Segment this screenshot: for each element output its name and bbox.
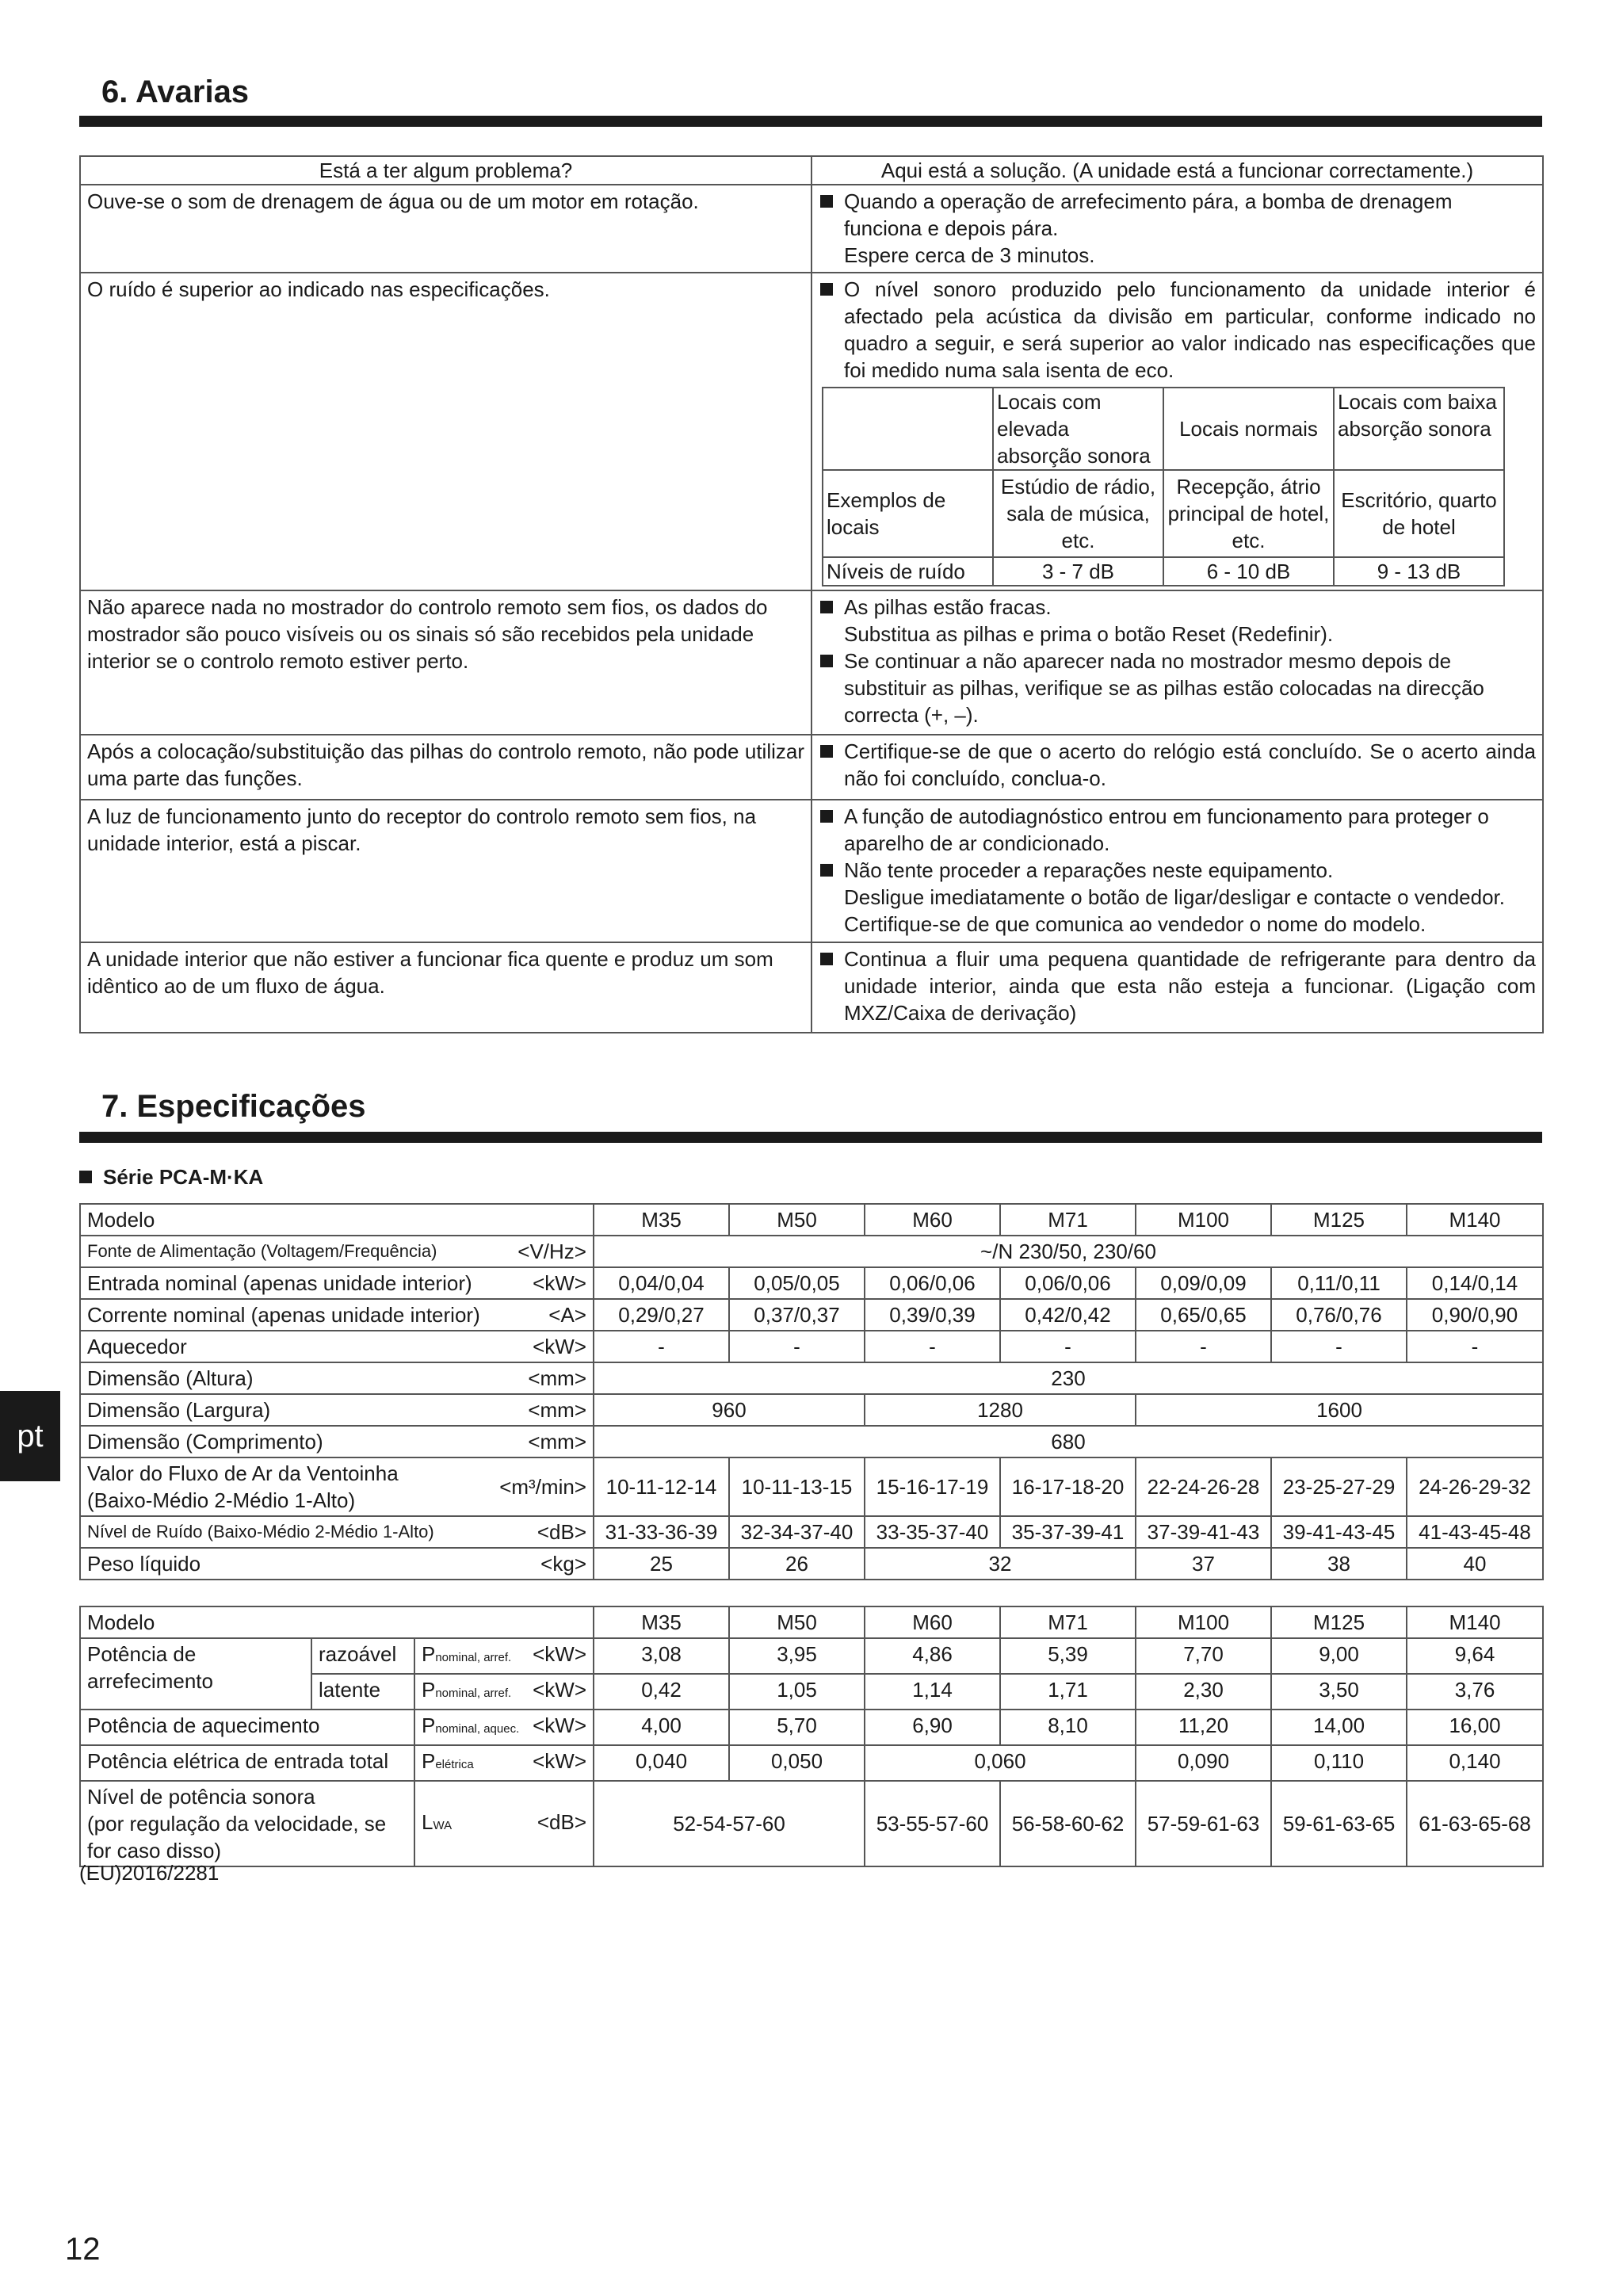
spec-value: 39-41-43-45 (1271, 1516, 1407, 1548)
spec-row-airflow (80, 1457, 1543, 1516)
spec-label-text: Fonte de Alimentação (Voltagem/Frequência) (87, 1241, 437, 1261)
square-bullet-icon (79, 1171, 92, 1183)
model-header: M71 (1000, 1606, 1136, 1638)
model-header: M125 (1271, 1606, 1407, 1638)
model-header: M140 (1407, 1606, 1543, 1638)
spec-label-text: Dimensão (Altura) (87, 1366, 254, 1390)
spec-label-line: for caso disso) (87, 1839, 222, 1862)
spec-value: 3,76 (1407, 1674, 1543, 1710)
model-header: M50 (729, 1606, 865, 1638)
spec-label-line: Nível de potência sonora (87, 1785, 315, 1809)
spec-label: Potência de arrefecimento (80, 1638, 311, 1710)
spec-value: 0,04/0,04 (594, 1267, 729, 1299)
spec-value: 23-25-27-29 (1271, 1457, 1407, 1516)
spec-row-weight (80, 1548, 1543, 1580)
symbol-letter: P (422, 1678, 436, 1702)
model-header: M125 (1271, 1204, 1407, 1236)
spec-label-text: Entrada nominal (apenas unidade interior) (87, 1271, 472, 1295)
spec-row-width (80, 1394, 1543, 1426)
fault-solution-text: Substitua as pilhas e prima o botão Reset (Redefinir). (844, 622, 1334, 646)
spec-symbol (414, 1781, 594, 1866)
spec-value: 0,050 (729, 1745, 865, 1781)
fault-problem: Não aparece nada no mostrador do controlo remoto sem fios, os dados do mostrador são pouco visíveis ou os sinais só são recebidos pela unidade interior se o controlo remoto estiver perto. (80, 590, 812, 735)
spec-value: - (1407, 1331, 1543, 1362)
spec-value: 1600 (1136, 1394, 1543, 1426)
fault-problem: Ouve-se o som de drenagem de água ou de um motor em rotação. (80, 185, 812, 273)
spec-value: 38 (1271, 1548, 1407, 1580)
spec-value: - (865, 1331, 1000, 1362)
spec-value: 5,39 (1000, 1638, 1136, 1674)
spec-unit: <mm> (528, 1430, 586, 1454)
model-header: M100 (1136, 1204, 1271, 1236)
section-7-rule (79, 1132, 1542, 1143)
series-heading (79, 1165, 263, 1190)
spec-value: 0,65/0,65 (1136, 1299, 1271, 1331)
noise-header-empty (823, 388, 993, 470)
spec-value: ~/N 230/50, 230/60 (594, 1236, 1543, 1267)
spec-label (80, 1426, 594, 1457)
spec-value: 3,95 (729, 1638, 865, 1674)
spec-label: Potência elétrica de entrada total (80, 1745, 414, 1781)
noise-header-normal: Locais normais (1163, 388, 1334, 470)
spec-unit: <mm> (528, 1366, 586, 1390)
spec-value: 24-26-29-32 (1407, 1457, 1543, 1516)
spec-row-nominal-current (80, 1299, 1543, 1331)
spec-value: 0,09/0,09 (1136, 1267, 1271, 1299)
spec-row-length (80, 1426, 1543, 1457)
fault-row (80, 942, 1543, 1033)
noise-example-cell: Estúdio de rádio, sala de música, etc. (993, 470, 1163, 557)
spec-value: 0,060 (865, 1745, 1136, 1781)
fault-solution (812, 273, 1543, 590)
noise-example-cell: Recepção, átrio principal de hotel, etc. (1163, 470, 1334, 557)
spec-unit: <kg> (540, 1552, 586, 1576)
fault-solution-text: Espere cerca de 3 minutos. (844, 243, 1095, 267)
symbol-letter: P (422, 1642, 436, 1666)
spec-value: 0,110 (1271, 1745, 1407, 1781)
spec-value: 0,05/0,05 (729, 1267, 865, 1299)
spec-value: 1,71 (1000, 1674, 1136, 1710)
spec-value: 1,05 (729, 1674, 865, 1710)
spec-value: 680 (594, 1426, 1543, 1457)
spec-value: - (594, 1331, 729, 1362)
model-header: M60 (865, 1204, 1000, 1236)
spec-label (80, 1781, 414, 1866)
spec-row-nominal-input (80, 1267, 1543, 1299)
spec-value: 61-63-65-68 (1407, 1781, 1543, 1866)
spec-value: 0,90/0,90 (1407, 1299, 1543, 1331)
spec-unit: <dB> (537, 1809, 587, 1834)
spec-symbol (414, 1674, 594, 1710)
model-header: M35 (594, 1606, 729, 1638)
series-label: Série PCA-M·KA (103, 1165, 264, 1189)
fault-solution-text: Desligue imediatamente o botão de ligar/desligar e contacte o vendedor. Certifique-se de que comunica ao vendedor o nome do modelo. (844, 885, 1505, 936)
fault-solution-bullet: Continua a fluir uma pequena quantidade de refrigerante para dentro da unidade interior, ainda que esta não esteja a funcionar. (Ligação com MXZ/Caixa de derivação) (819, 946, 1536, 1026)
model-header: M60 (865, 1606, 1000, 1638)
spec-value: 35-37-39-41 (1000, 1516, 1136, 1548)
model-header: M100 (1136, 1606, 1271, 1638)
spec-unit: <kW> (533, 1713, 587, 1737)
spec-unit: <m³/min> (499, 1475, 586, 1499)
spec-table-1 (79, 1203, 1544, 1580)
model-header: M140 (1407, 1204, 1543, 1236)
spec-value: 25 (594, 1548, 729, 1580)
fault-solution-bullet: Certifique-se de que o acerto do relógio está concluído. Se o acerto ainda não foi concluído, conclua-o. (819, 738, 1536, 792)
spec-label-text (87, 1460, 399, 1514)
spec-value: - (1271, 1331, 1407, 1362)
spec-value: 0,37/0,37 (729, 1299, 865, 1331)
spec-unit: <kW> (533, 1335, 586, 1358)
spec-value: 14,00 (1271, 1710, 1407, 1745)
fault-solution (812, 942, 1543, 1033)
spec-label (80, 1331, 594, 1362)
spec-symbol-text (422, 1748, 474, 1778)
symbol-letter: P (422, 1713, 436, 1737)
spec-symbol-text (422, 1676, 511, 1707)
spec-unit: <kW> (533, 1642, 587, 1666)
spec-value: 0,42 (594, 1674, 729, 1710)
spec-row-height (80, 1362, 1543, 1394)
fault-solution-bullet: Não tente proceder a reparações neste equipamento. (819, 857, 1536, 884)
spec-value: 0,14/0,14 (1407, 1267, 1543, 1299)
fault-solution-bullet: As pilhas estão fracas. (819, 594, 1536, 621)
fault-problem: A unidade interior que não estiver a funcionar fica quente e produz um som idêntico ao de um fluxo de água. (80, 942, 812, 1033)
fault-problem: A luz de funcionamento junto do receptor do controlo remoto sem fios, na unidade interior, está a piscar. (80, 800, 812, 942)
symbol-subscript: nominal, aquec. (435, 1722, 520, 1736)
spec-label (80, 1299, 594, 1331)
noise-levels-label: Níveis de ruído (823, 557, 993, 586)
symbol-subscript: elétrica (435, 1758, 474, 1771)
spec-label (80, 1267, 594, 1299)
fault-row (80, 185, 1543, 273)
spec-label (80, 1516, 594, 1548)
faults-header-problem: Está a ter algum problema? (80, 156, 812, 185)
spec2-row-electric-input (80, 1745, 1543, 1781)
fault-solution (812, 800, 1543, 942)
spec-label (80, 1457, 594, 1516)
spec-value: 0,06/0,06 (865, 1267, 1000, 1299)
spec2-row-sensible (80, 1638, 1543, 1674)
spec-value: 37 (1136, 1548, 1271, 1580)
spec-label-line: (por regulação da velocidade, se (87, 1812, 387, 1836)
spec-value: 37-39-41-43 (1136, 1516, 1271, 1548)
model-header: M71 (1000, 1204, 1136, 1236)
spec-unit: <V/Hz> (517, 1240, 586, 1263)
noise-examples-row (823, 470, 1504, 557)
spec-row-model (80, 1204, 1543, 1236)
spec-sublabel: razoável (311, 1638, 414, 1674)
fault-solution-bullet: Se continuar a não aparecer nada no mostrador mesmo depois de substituir as pilhas, verifique se as pilhas estão colocadas na direcção correcta (+, –). (819, 648, 1536, 728)
spec-value: - (729, 1331, 865, 1362)
section-6-title: 6. Avarias (101, 74, 250, 109)
symbol-subscript: nominal, arref. (435, 1651, 512, 1664)
spec-row-noise (80, 1516, 1543, 1548)
fault-problem: O ruído é superior ao indicado nas especificações. (80, 273, 812, 590)
spec-unit: <kW> (533, 1749, 587, 1773)
spec-label (80, 1394, 594, 1426)
spec-value: 32-34-37-40 (729, 1516, 865, 1548)
spec-label-text: Corrente nominal (apenas unidade interior) (87, 1303, 480, 1327)
spec-label (80, 1236, 594, 1267)
page-number: 12 (65, 2232, 101, 2267)
noise-header-low-absorption: Locais com baixa absorção sonora (1334, 388, 1504, 470)
spec-value: 4,86 (865, 1638, 1000, 1674)
section-6-rule (79, 116, 1542, 127)
spec-value: 40 (1407, 1548, 1543, 1580)
spec-unit: <kW> (533, 1271, 586, 1295)
spec-value: 3,50 (1271, 1674, 1407, 1710)
noise-header-high-absorption: Locais com elevada absorção sonora (993, 388, 1163, 470)
fault-solution-bullet: O nível sonoro produzido pelo funcionamento da unidade interior é afectado pela acústica da divisão em particular, conforme indicado no quadro a seguir, e será superior ao valor indicado nas especificações que foi medido numa sala isenta de eco. (819, 276, 1536, 384)
spec-unit: <A> (548, 1303, 586, 1327)
noise-levels-row (823, 557, 1504, 586)
noise-level-cell: 6 - 10 dB (1163, 557, 1334, 586)
spec-value: 56-58-60-62 (1000, 1781, 1136, 1866)
regulation-footnote: (EU)2016/2281 (79, 1861, 220, 1885)
spec-value: 0,090 (1136, 1745, 1271, 1781)
spec-value: 6,90 (865, 1710, 1000, 1745)
spec-table-2 (79, 1606, 1544, 1867)
symbol-subscript: nominal, arref. (435, 1687, 512, 1700)
fault-solution (812, 185, 1543, 273)
spec-value: 53-55-57-60 (865, 1781, 1000, 1866)
faults-header-solution: Aqui está a solução. (A unidade está a funcionar correctamente.) (812, 156, 1543, 185)
spec-value: 9,64 (1407, 1638, 1543, 1674)
spec-value: 32 (865, 1548, 1136, 1580)
spec-value: 26 (729, 1548, 865, 1580)
spec-value: 11,20 (1136, 1710, 1271, 1745)
spec-value: 1280 (865, 1394, 1136, 1426)
spec-symbol (414, 1710, 594, 1745)
spec2-row-sound-power (80, 1781, 1543, 1866)
spec-value: 7,70 (1136, 1638, 1271, 1674)
spec2-row-heating (80, 1710, 1543, 1745)
spec-label-line: Valor do Fluxo de Ar da Ventoinha (87, 1461, 399, 1485)
section-7-title: 7. Especificações (101, 1089, 366, 1124)
noise-level-cell: 9 - 13 dB (1334, 557, 1504, 586)
noise-header-row (823, 388, 1504, 470)
spec-label-text: Peso líquido (87, 1552, 201, 1576)
fault-row (80, 590, 1543, 735)
fault-solution-bullet: Quando a operação de arrefecimento pára, a bomba de drenagem funciona e depois pára. (819, 188, 1536, 242)
symbol-letter: L (422, 1809, 433, 1834)
spec-value: 960 (594, 1394, 865, 1426)
spec-label-text: Dimensão (Largura) (87, 1398, 271, 1422)
spec-row-power-supply (80, 1236, 1543, 1267)
spec-symbol (414, 1638, 594, 1674)
spec-value: - (1136, 1331, 1271, 1362)
spec-label: Potência de aquecimento (80, 1710, 414, 1745)
spec-symbol-text (422, 1641, 511, 1671)
spec-symbol-text (422, 1809, 452, 1839)
spec-label: Modelo (80, 1606, 594, 1638)
spec-value: 0,140 (1407, 1745, 1543, 1781)
spec-label-text: Dimensão (Comprimento) (87, 1430, 323, 1454)
fault-row (80, 273, 1543, 590)
spec-unit: <dB> (537, 1520, 586, 1544)
spec-value: 31-33-36-39 (594, 1516, 729, 1548)
spec-symbol (414, 1745, 594, 1781)
spec2-row-model (80, 1606, 1543, 1638)
spec-value: 5,70 (729, 1710, 865, 1745)
noise-examples-label: Exemplos de locais (823, 470, 993, 557)
spec-value: 10-11-12-14 (594, 1457, 729, 1516)
spec-value: 16,00 (1407, 1710, 1543, 1745)
fault-row (80, 800, 1543, 942)
spec-symbol-text (422, 1712, 519, 1743)
spec-value: 2,30 (1136, 1674, 1271, 1710)
spec-value: - (1000, 1331, 1136, 1362)
spec-sublabel: latente (311, 1674, 414, 1710)
spec-value: 4,00 (594, 1710, 729, 1745)
spec-value: 10-11-13-15 (729, 1457, 865, 1516)
faults-header-row (80, 156, 1543, 185)
noise-level-cell: 3 - 7 dB (993, 557, 1163, 586)
spec-label-text: Aquecedor (87, 1335, 187, 1358)
spec-value: 0,76/0,76 (1271, 1299, 1407, 1331)
spec-value: 0,39/0,39 (865, 1299, 1000, 1331)
spec-value: 22-24-26-28 (1136, 1457, 1271, 1516)
spec-value: 0,06/0,06 (1000, 1267, 1136, 1299)
fault-solution (812, 590, 1543, 735)
fault-solution-bullet: A função de autodiagnóstico entrou em funcionamento para proteger o aparelho de ar condicionado. (819, 803, 1536, 857)
spec-value: 3,08 (594, 1638, 729, 1674)
noise-level-table (822, 387, 1505, 586)
spec-value: 0,040 (594, 1745, 729, 1781)
model-header: M50 (729, 1204, 865, 1236)
spec-label: Modelo (80, 1204, 594, 1236)
spec-label (80, 1548, 594, 1580)
fault-row (80, 735, 1543, 800)
language-tab-label: pt (17, 1418, 44, 1454)
symbol-letter: P (422, 1749, 436, 1773)
spec-value: 15-16-17-19 (865, 1457, 1000, 1516)
language-tab (0, 1391, 60, 1481)
spec-value: 16-17-18-20 (1000, 1457, 1136, 1516)
symbol-subscript: WA (433, 1818, 453, 1832)
spec-value: 230 (594, 1362, 1543, 1394)
spec-value: 52-54-57-60 (594, 1781, 865, 1866)
spec-value: 41-43-45-48 (1407, 1516, 1543, 1548)
spec-value: 9,00 (1271, 1638, 1407, 1674)
spec-value: 57-59-61-63 (1136, 1781, 1271, 1866)
spec-label (80, 1362, 594, 1394)
spec-unit: <kW> (533, 1678, 587, 1702)
spec-row-heater (80, 1331, 1543, 1362)
spec-value: 8,10 (1000, 1710, 1136, 1745)
spec-value: 33-35-37-40 (865, 1516, 1000, 1548)
spec-value: 1,14 (865, 1674, 1000, 1710)
spec-label-text: Nível de Ruído (Baixo-Médio 2-Médio 1-Alto) (87, 1522, 434, 1541)
noise-example-cell: Escritório, quarto de hotel (1334, 470, 1504, 557)
model-header: M35 (594, 1204, 729, 1236)
fault-solution (812, 735, 1543, 800)
spec-label-line: (Baixo-Médio 2-Médio 1-Alto) (87, 1488, 356, 1512)
spec-value: 0,11/0,11 (1271, 1267, 1407, 1299)
spec-value: 59-61-63-65 (1271, 1781, 1407, 1866)
fault-problem: Após a colocação/substituição das pilhas do controlo remoto, não pode utilizar uma parte das funções. (80, 735, 812, 800)
spec-unit: <mm> (528, 1398, 586, 1422)
faults-table (79, 155, 1544, 1033)
spec-value: 0,29/0,27 (594, 1299, 729, 1331)
spec-value: 0,42/0,42 (1000, 1299, 1136, 1331)
